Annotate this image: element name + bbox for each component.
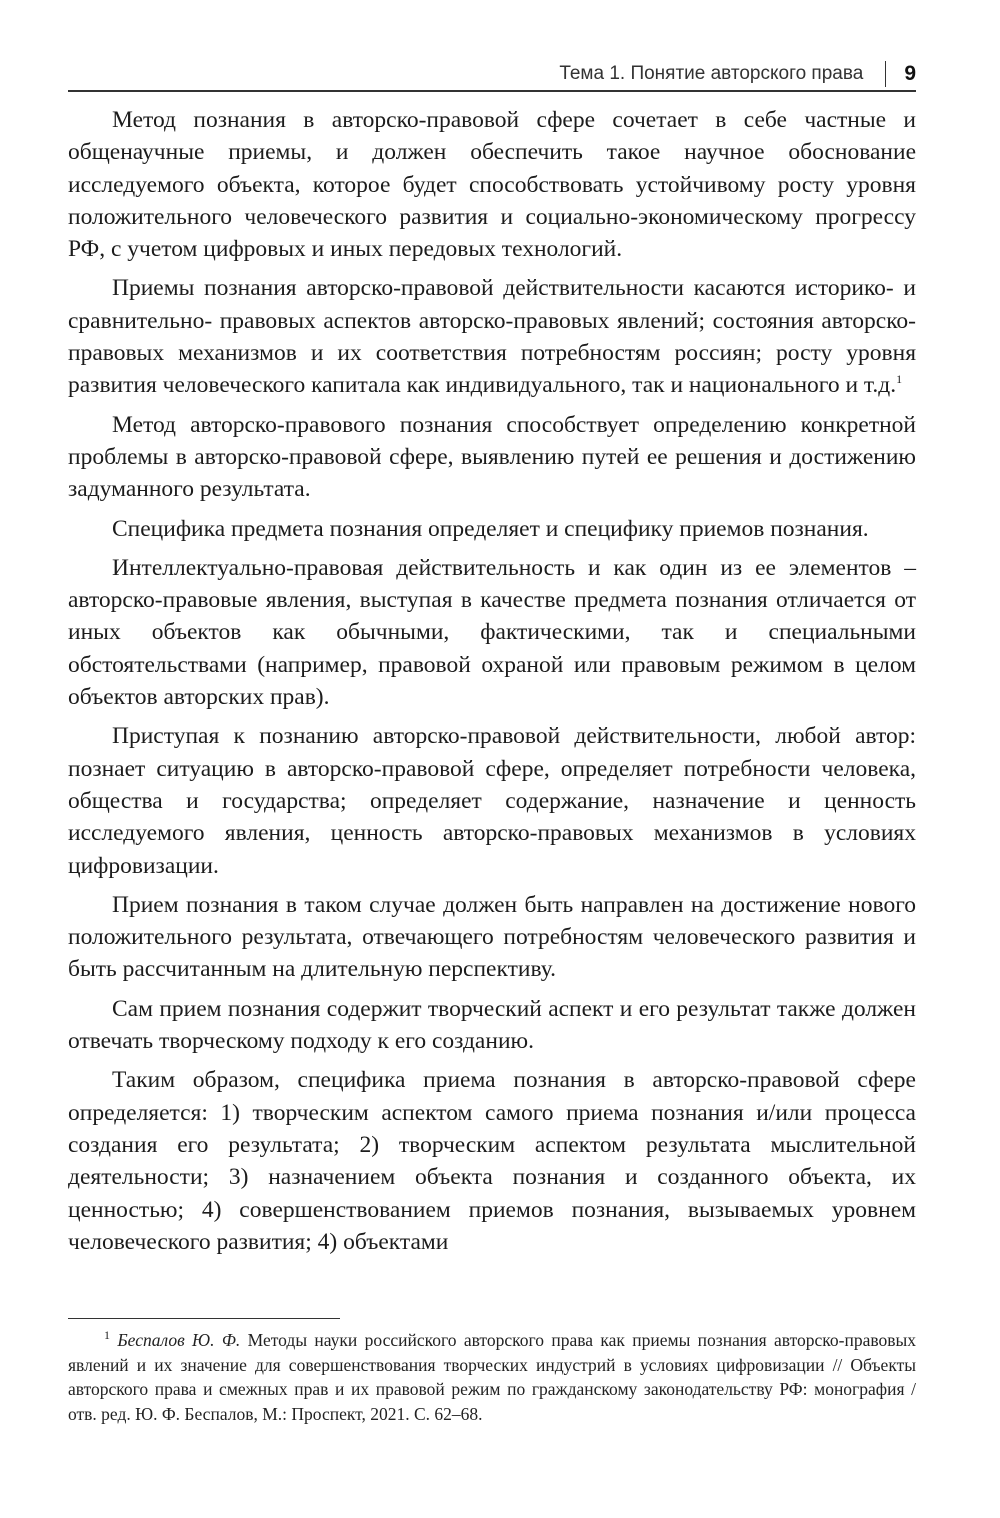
header-divider (885, 61, 886, 87)
running-header (68, 58, 916, 90)
paragraph: Метод познания в авторско-правовой сфере сочетает в себе частные и общенаучные приемы, и должен обеспечить такое научное обоснование исследуемого объекта, которое будет способствовать устойчивому росту уровня положительного человеческого развития и социально-экономическому прогрессу РФ, с учетом цифровых и иных передовых технологий. (68, 107, 916, 263)
paragraph: Метод авторско-правового познания способствует определению конкретной проблемы в авторско-правовой сфере, выявлению путей ее решения и достижению задуманного результата. (68, 411, 916, 503)
paragraph: Таким образом, специфика приема познания в авторско-правовой сфере определяется: 1) творческим аспектом самого приема познания и/или процесса создания его результата; 2) творческим аспектом результата мыслительной деятельности; 3) назначением объекта познания и созданного объекта, их ценностью; 4) совершенствованием приемов познания, вызываемых уровнем человеческого развития; 4) объектами (68, 1067, 916, 1255)
footnote-reference[interactable]: 1 (896, 372, 903, 387)
paragraph: Прием познания в таком случае должен быть направлен на достижение нового положительного результата, отвечающего потребностям человеческого развития и быть рассчитанным на длительную перспективу. (68, 891, 916, 983)
footnote-separator (68, 1318, 340, 1319)
footnote (68, 1328, 916, 1426)
header-rule (68, 90, 916, 92)
running-title: Тема 1. Понятие авторского права (559, 63, 864, 84)
paragraph-text: Приемы познания авторско-правовой действительности касаются историко- и сравнительно- правовых аспектов авторско-правовых явлений; состояния авторско-правовых механизмов и их соответствия потребностям россиян; росту уровня развития человеческого капитала как индивидуального, так и национального и т.д. (68, 275, 916, 399)
footnote-number: 1 (104, 1328, 110, 1343)
paragraph: Сам прием познания содержит творческий аспект и его результат также должен отвечать творческому подходу к его созданию. (68, 995, 916, 1055)
paragraph: Приступая к познанию авторско-правовой действительности, любой автор: познает ситуацию в авторско-правовой сфере, определяет потребности человека, общества и государства; определяет содержание, назначение и ценность исследуемого явления, ценность авторско-правовых механизмов в условиях цифровизации. (68, 723, 916, 879)
page-number: 9 (904, 62, 916, 85)
main-text (68, 104, 916, 1258)
paragraph (68, 272, 916, 401)
paragraph: Интеллектуально-правовая действительность и как один из ее элементов – авторско-правовые явления, выступая в качестве предмета познания отличается от иных объектов как обычными, фактическими, так и специальными обстоятельствами (например, правовой охраной или правовым режимом в целом объектов авторских прав). (68, 554, 916, 711)
paragraph: Специфика предмета познания определяет и специфику приемов познания. (112, 515, 869, 542)
footnote-author: Беспалов Ю. Ф. (117, 1330, 241, 1350)
footnote-text: Методы науки российского авторского права как приемы познания авторско-правовых явлений и их значение для совершенствования творческих индустрий в условиях цифровизации // Объекты авторского права и смежных прав и их правовой режим по гражданскому законодательству РФ: монография / отв. ред. Ю. Ф. Беспалов, М.: Проспект, 2021. С. 62–68. (68, 1330, 916, 1424)
